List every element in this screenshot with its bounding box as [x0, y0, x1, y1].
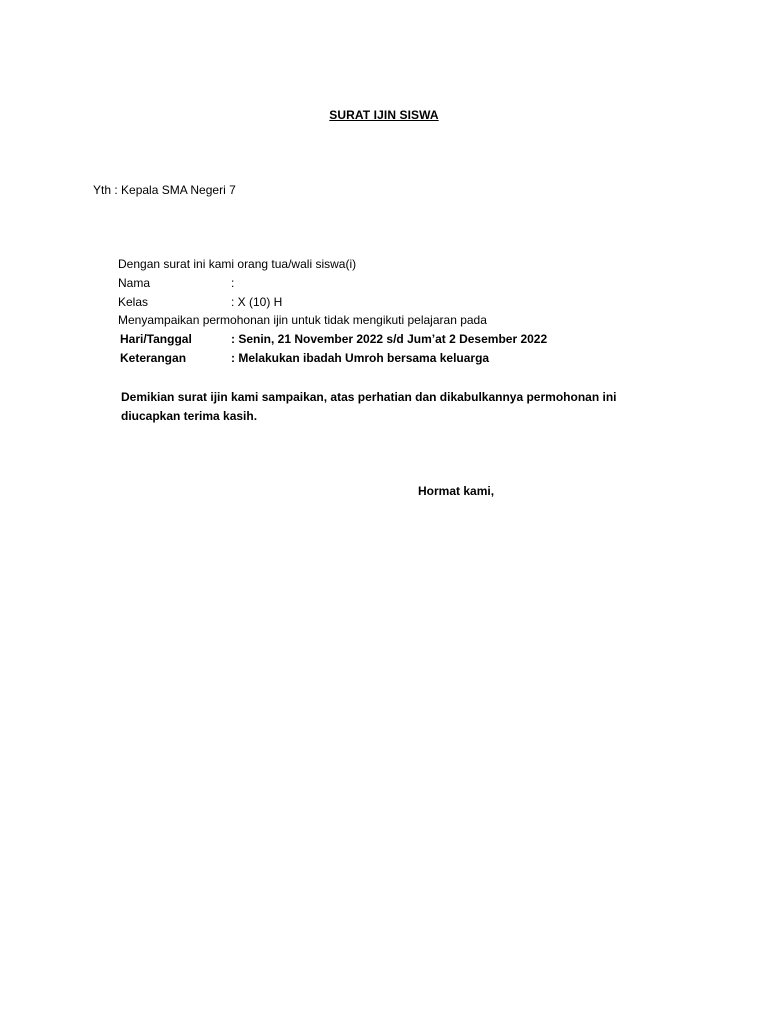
field-nama-label: Nama [118, 276, 151, 290]
field-keterangan-value: : Melakukan ibadah Umroh bersama keluarga [231, 351, 490, 365]
field-kelas-label: Kelas [118, 295, 149, 309]
letter-intro: Dengan surat ini kami orang tua/wali siswa(i) [118, 257, 357, 271]
field-hari-tanggal [120, 332, 547, 346]
letter-signoff: Hormat kami, [418, 484, 495, 498]
letter-title: SURAT IJIN SISWA [329, 108, 439, 122]
field-keterangan-label: Keterangan [120, 351, 187, 365]
field-hari-value: : Senin, 21 November 2022 s/d Jum’at 2 Desember 2022 [231, 332, 548, 346]
field-kelas-value: : X (10) H [231, 295, 283, 309]
field-nama-value: : [231, 276, 235, 290]
closing-line-2: diucapkan terima kasih. [121, 409, 258, 423]
field-keterangan [120, 351, 489, 365]
letter-recipient: Yth : Kepala SMA Negeri 7 [93, 183, 236, 197]
closing-line-1: Demikian surat ijin kami sampaikan, atas perhatian dan dikabulkannya permohonan ini [121, 390, 617, 404]
letter-closing [121, 388, 641, 426]
field-nama [118, 276, 234, 290]
field-hari-label: Hari/Tanggal [120, 332, 192, 346]
field-kelas [118, 295, 282, 309]
letter-request: Menyampaikan permohonan ijin untuk tidak mengikuti pelajaran pada [118, 313, 487, 327]
